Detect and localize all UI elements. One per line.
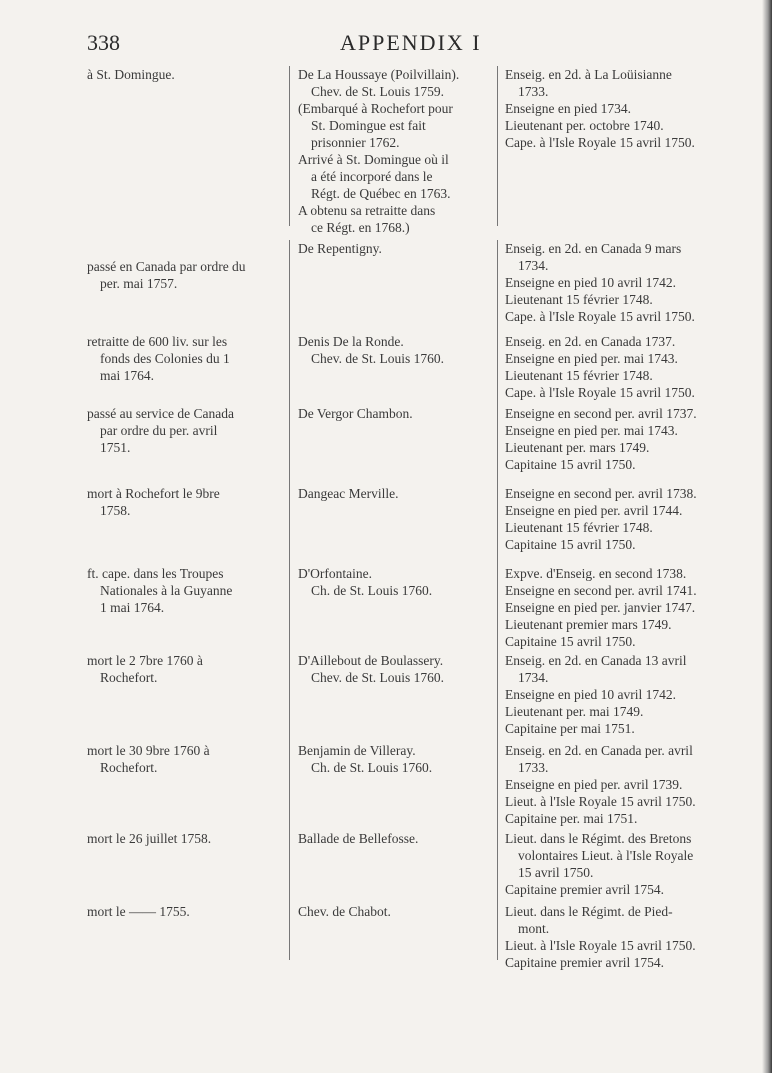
officer-name: Ballade de Bellefosse. (298, 831, 419, 846)
entry-service (505, 333, 743, 401)
entry-officer (298, 903, 488, 920)
entry-officer (298, 240, 488, 257)
officer-name: D'Aillebout de Boulassery. (298, 653, 444, 668)
entry-remark (87, 66, 281, 83)
service-line: Enseig. en 2d. en Canada 9 mars (505, 241, 682, 256)
entry-remark (87, 405, 281, 456)
service-line: Lieutenant per. mars 1749. (505, 440, 650, 455)
entry-service (505, 66, 743, 151)
remark-line: 1 mai 1764. (100, 600, 165, 615)
remark-line: mort le 2 7bre 1760 à (87, 653, 203, 668)
remark-line: à St. Domingue. (87, 67, 175, 82)
entry-officer (298, 485, 488, 502)
service-line: Lieutenant 15 février 1748. (505, 292, 653, 307)
remark-line: Rochefort. (100, 670, 158, 685)
service-line: Enseigne en pied 10 avril 1742. (505, 687, 676, 702)
service-line: Capitaine premier avril 1754. (505, 955, 664, 970)
service-line: 15 avril 1750. (518, 865, 594, 880)
service-line: Lieut. dans le Régimt. des Bretons (505, 831, 692, 846)
service-line: 1733. (518, 760, 549, 775)
entry-officer (298, 742, 488, 776)
officer-detail: Chev. de St. Louis 1760. (311, 351, 444, 366)
service-line: volontaires Lieut. à l'Isle Royale (518, 848, 694, 863)
service-line: mont. (518, 921, 550, 936)
service-line: Enseigne en pied per. janvier 1747. (505, 600, 696, 615)
service-line: Enseigne en pied per. avril 1744. (505, 503, 683, 518)
remark-line: fonds des Colonies du 1 (100, 351, 230, 366)
service-line: Enseigne en pied 10 avril 1742. (505, 275, 676, 290)
officer-detail: Ch. de St. Louis 1760. (311, 583, 433, 598)
entry-service (505, 903, 743, 971)
entry-officer (298, 333, 488, 367)
officer-detail: A obtenu sa retraitte dans (298, 203, 436, 218)
service-line: Lieut. dans le Régimt. de Pied- (505, 904, 673, 919)
service-line: Lieut. à l'Isle Royale 15 avril 1750. (505, 938, 696, 953)
remark-line: passé en Canada par ordre du (87, 259, 246, 274)
service-line: Enseigne en second per. avril 1737. (505, 406, 697, 421)
remark-line: 1751. (100, 440, 131, 455)
officer-detail: St. Domingue est fait (311, 118, 426, 133)
remark-line: ft. cape. dans les Troupes (87, 566, 224, 581)
entry-service (505, 742, 743, 827)
column-rule-left (289, 240, 290, 960)
service-line: 1734. (518, 258, 549, 273)
page-number: 338 (87, 30, 120, 55)
remark-line: mort le —— 1755. (87, 904, 190, 919)
officer-name: Dangeac Merville. (298, 486, 399, 501)
page-header (0, 28, 772, 58)
officer-detail: (Embarqué à Rochefort pour (298, 101, 453, 116)
entry-remark (87, 830, 281, 847)
service-line: Cape. à l'Isle Royale 15 avril 1750. (505, 309, 695, 324)
officer-name: Benjamin de Villeray. (298, 743, 416, 758)
service-line: Lieutenant premier mars 1749. (505, 617, 672, 632)
entry-service (505, 405, 743, 473)
service-line: Enseigne en pied per. avril 1739. (505, 777, 683, 792)
remark-line: mort à Rochefort le 9bre (87, 486, 220, 501)
officer-name: De Vergor Chambon. (298, 406, 413, 421)
entry-remark (87, 742, 281, 776)
entry-officer (298, 66, 488, 236)
service-line: Lieut. à l'Isle Royale 15 avril 1750. (505, 794, 696, 809)
remark-line: passé au service de Canada (87, 406, 234, 421)
service-line: Expve. d'Enseig. en second 1738. (505, 566, 687, 581)
service-line: Capitaine 15 avril 1750. (505, 537, 636, 552)
remark-line: mort le 26 juillet 1758. (87, 831, 212, 846)
entry-remark (87, 485, 281, 519)
service-line: Lieutenant per. mai 1749. (505, 704, 644, 719)
service-line: 1734. (518, 670, 549, 685)
service-line: Lieutenant 15 février 1748. (505, 520, 653, 535)
service-line: Enseigne en pied per. mai 1743. (505, 423, 678, 438)
officer-detail: a été incorporé dans le (311, 169, 433, 184)
service-line: Enseigne en second per. avril 1741. (505, 583, 697, 598)
remark-line: par ordre du per. avril (100, 423, 218, 438)
service-line: Capitaine 15 avril 1750. (505, 457, 636, 472)
entry-officer (298, 830, 488, 847)
officer-detail: ce Régt. en 1768.) (311, 220, 410, 235)
officer-detail: Chev. de St. Louis 1759. (311, 84, 444, 99)
service-line: Enseig. en 2d. à La Loüisianne (505, 67, 672, 82)
service-line: Capitaine 15 avril 1750. (505, 634, 636, 649)
entry-remark (87, 565, 281, 616)
service-line: Enseigne en pied per. mai 1743. (505, 351, 678, 366)
service-line: 1733. (518, 84, 549, 99)
entry-remark (87, 258, 281, 292)
column-rule-right (497, 66, 498, 226)
remark-line: per. mai 1757. (100, 276, 178, 291)
remark-line: mort le 30 9bre 1760 à (87, 743, 210, 758)
entry-service (505, 240, 743, 325)
entry-remark (87, 903, 281, 920)
officer-name: Chev. de Chabot. (298, 904, 391, 919)
column-rule-right (497, 240, 498, 960)
remark-line: 1758. (100, 503, 131, 518)
column-rule-left (289, 66, 290, 226)
service-line: Lieutenant 15 février 1748. (505, 368, 653, 383)
officer-name: Denis De la Ronde. (298, 334, 404, 349)
service-line: Enseigne en pied 1734. (505, 101, 631, 116)
officer-detail: Chev. de St. Louis 1760. (311, 670, 444, 685)
entry-remark (87, 652, 281, 686)
entry-officer (298, 405, 488, 422)
service-line: Capitaine per. mai 1751. (505, 811, 638, 826)
entry-remark (87, 333, 281, 384)
remark-line: mai 1764. (100, 368, 154, 383)
officer-detail: Ch. de St. Louis 1760. (311, 760, 433, 775)
officer-detail: prisonnier 1762. (311, 135, 400, 150)
officer-detail: Régt. de Québec en 1763. (311, 186, 451, 201)
remark-line: Nationales à la Guyanne (100, 583, 233, 598)
service-line: Cape. à l'Isle Royale 15 avril 1750. (505, 135, 695, 150)
service-line: Enseig. en 2d. en Canada 1737. (505, 334, 676, 349)
remark-line: Rochefort. (100, 760, 158, 775)
officer-name: De La Houssaye (Poilvillain). (298, 67, 460, 82)
entry-service (505, 652, 743, 737)
officer-name: De Repentigny. (298, 241, 382, 256)
service-line: Enseig. en 2d. en Canada per. avril (505, 743, 693, 758)
officer-name: D'Orfontaine. (298, 566, 373, 581)
service-line: Cape. à l'Isle Royale 15 avril 1750. (505, 385, 695, 400)
service-line: Enseigne en second per. avril 1738. (505, 486, 697, 501)
entry-officer (298, 652, 488, 686)
page-edge-shadow (762, 0, 772, 1073)
page-title: APPENDIX I (340, 30, 482, 55)
remark-line: retraitte de 600 liv. sur les (87, 334, 228, 349)
service-line: Capitaine premier avril 1754. (505, 882, 664, 897)
service-line: Enseig. en 2d. en Canada 13 avril (505, 653, 687, 668)
entry-officer (298, 565, 488, 599)
service-line: Lieutenant per. octobre 1740. (505, 118, 664, 133)
entry-service (505, 485, 743, 553)
entry-service (505, 565, 743, 650)
entry-service (505, 830, 743, 898)
service-line: Capitaine per mai 1751. (505, 721, 635, 736)
officer-detail: Arrivé à St. Domingue où il (298, 152, 449, 167)
